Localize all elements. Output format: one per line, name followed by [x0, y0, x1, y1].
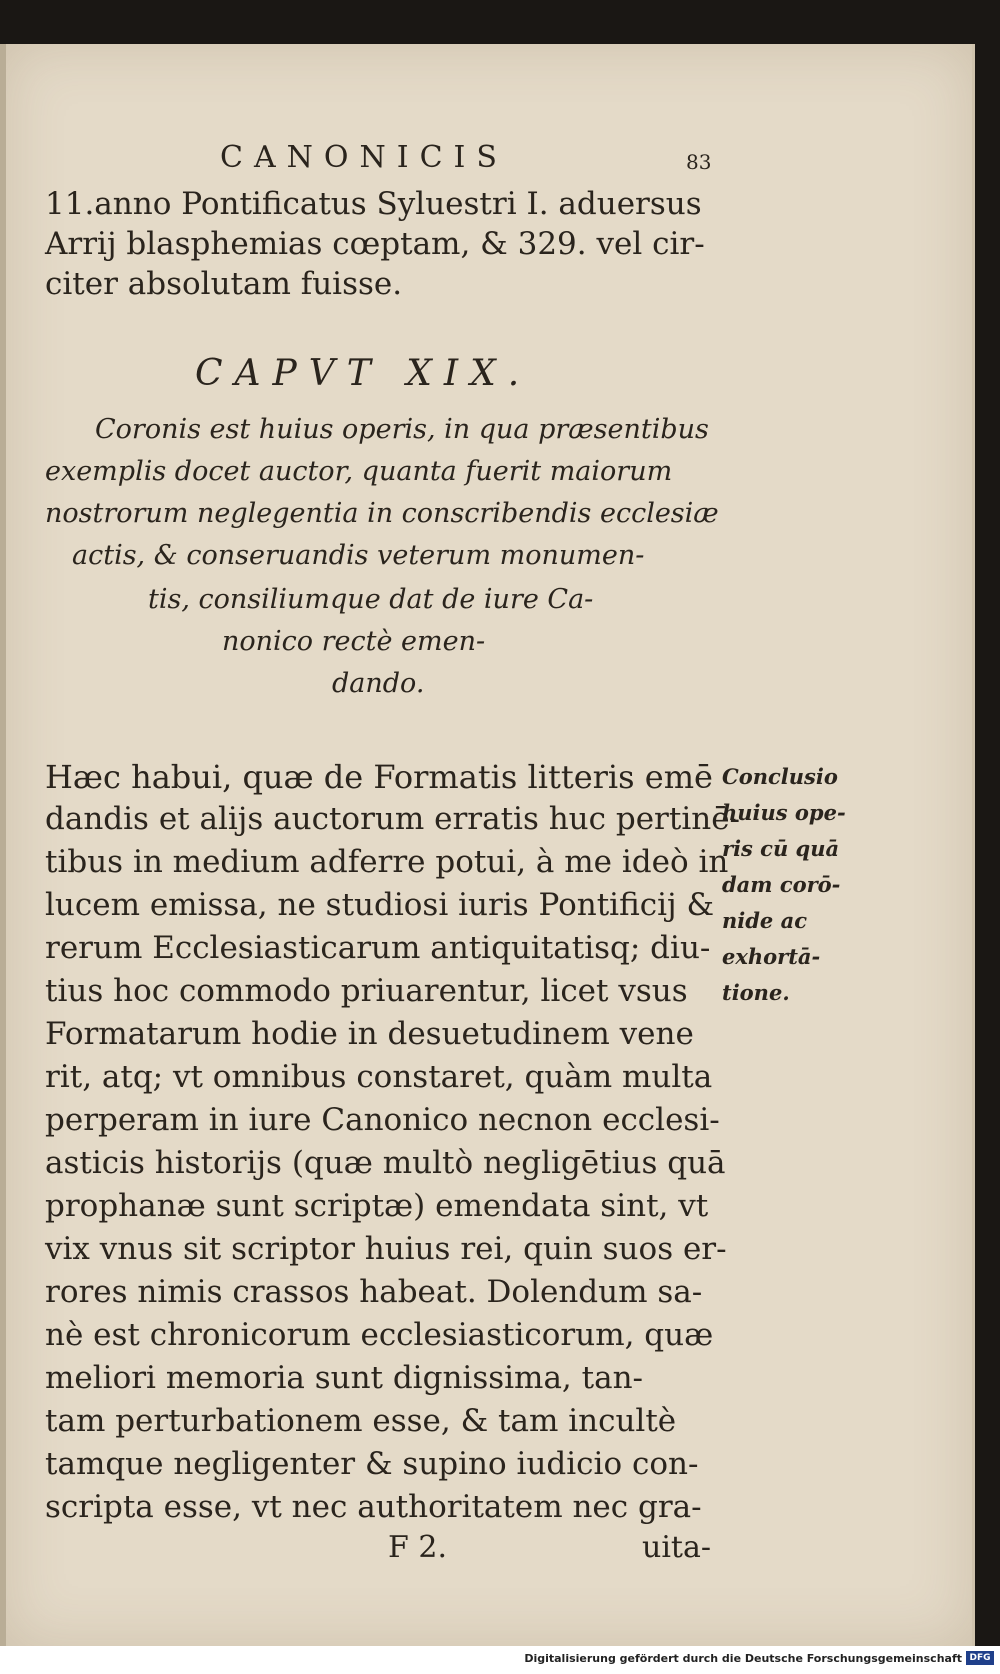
- chapter-heading: CAPVT XIX.: [195, 353, 532, 394]
- text-line: scripta esse, vt nec authoritatem nec gra-: [45, 1489, 702, 1525]
- catchword: uita-: [642, 1530, 711, 1565]
- text-line: Arrij blasphemias cœptam, & 329. vel cir-: [45, 226, 705, 262]
- summary-line: nostrorum neglegentia in conscribendis ecclesiæ: [45, 498, 719, 529]
- footer-credit: Digitalisierung gefördert durch die Deutsche Forschungsgemeinschaft: [524, 1652, 962, 1665]
- signature-mark: F 2.: [388, 1530, 447, 1565]
- margin-note-line: nide ac: [722, 908, 807, 933]
- text-line: perperam in iure Canonico necnon ecclesi-: [45, 1102, 720, 1138]
- page-number: 83: [686, 150, 712, 174]
- summary-line: Coronis est huius operis, in qua præsentibus: [95, 414, 709, 445]
- text-line: rerum Ecclesiasticarum antiquitatisq; diu-: [45, 930, 711, 966]
- text-line: nè est chronicorum ecclesiasticorum, quæ: [45, 1317, 714, 1353]
- summary-line: actis, & conseruandis veterum monumen-: [72, 540, 645, 571]
- margin-note-line: dam corō-: [722, 872, 841, 897]
- text-line: citer absolutam fuisse.: [45, 266, 403, 302]
- margin-note-line: huius ope-: [722, 800, 846, 825]
- text-line: lucem emissa, ne studiosi iuris Pontificij &: [45, 887, 715, 923]
- text-line: Formatarum hodie in desuetudinem vene: [45, 1016, 694, 1052]
- margin-note-line: tione.: [722, 980, 790, 1005]
- margin-note-line: exhortā-: [722, 944, 821, 969]
- text-line: rores nimis crassos habeat. Dolendum sa-: [45, 1274, 703, 1310]
- text-line: tam perturbationem esse, & tam incultè: [45, 1403, 677, 1439]
- running-head: CANONICIS: [220, 140, 508, 175]
- text-line: rit, atq; vt omnibus constaret, quàm multa: [45, 1059, 713, 1095]
- text-line: meliori memoria sunt dignissima, tan-: [45, 1360, 644, 1396]
- summary-line: dando.: [332, 668, 425, 699]
- text-line: tamque negligenter & supino iudicio con-: [45, 1446, 699, 1482]
- summary-line: exemplis docet auctor, quanta fuerit maiorum: [45, 456, 673, 487]
- summary-line: tis, consiliumque dat de iure Ca-: [148, 584, 594, 615]
- summary-line: nonico rectè emen-: [222, 626, 486, 657]
- text-line: 11.anno Pontificatus Syluestri I. aduersus: [45, 186, 702, 222]
- text-line: tibus in medium adferre potui, à me ideò in: [45, 844, 729, 880]
- text-line: Hæc habui, quæ de Formatis litteris emē: [45, 758, 713, 796]
- text-line: dandis et alijs auctorum erratis huc pertinē-: [45, 801, 741, 837]
- text-line: asticis historijs (quæ multò negligētius quā: [45, 1145, 726, 1181]
- dfg-logo-icon: DFG: [966, 1651, 994, 1665]
- text-line: vix vnus sit scriptor huius rei, quin suos er-: [45, 1231, 727, 1267]
- margin-note-line: Conclusio: [722, 764, 838, 789]
- text-line: prophanæ sunt scriptæ) emendata sint, vt: [45, 1188, 709, 1224]
- margin-note-line: ris cū quā: [722, 836, 840, 861]
- text-line: tius hoc commodo priuarentur, licet vsus: [45, 973, 688, 1009]
